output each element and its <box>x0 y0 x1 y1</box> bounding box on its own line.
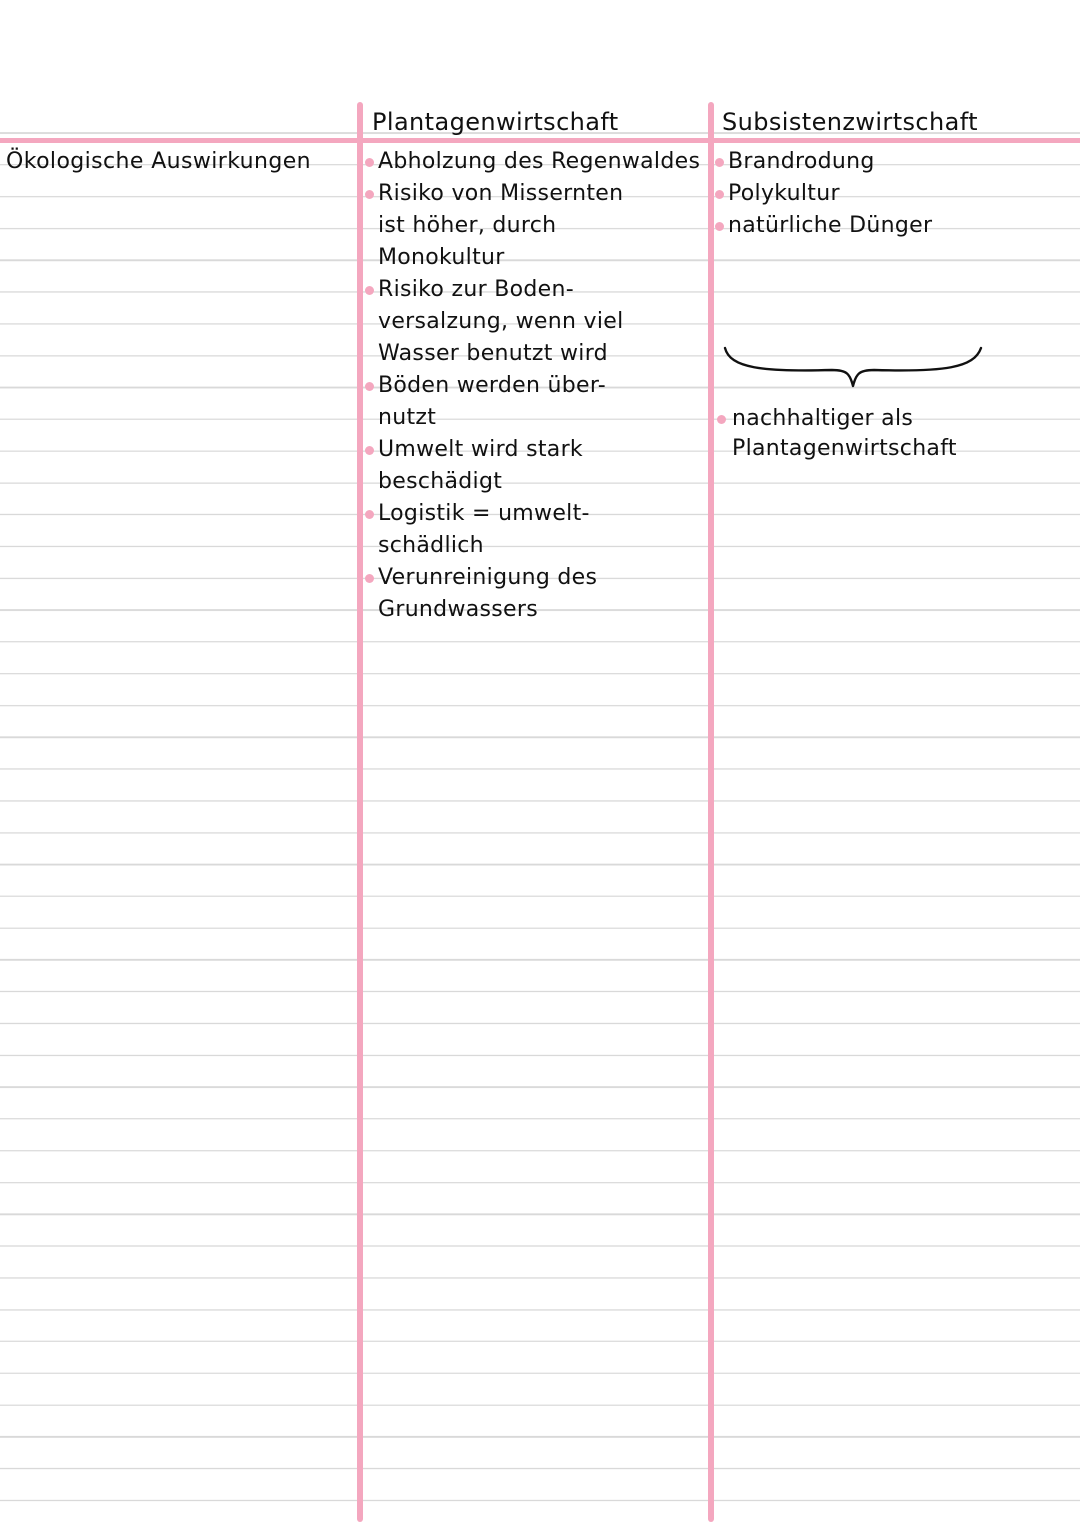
conclusion-item: nachhaltiger als Plantagenwirtschaft <box>714 404 1044 464</box>
table-header-divider <box>0 138 1080 143</box>
plantage-impact-list <box>364 146 704 626</box>
bullet-dot-icon <box>717 415 726 424</box>
page-top-margin <box>0 0 1080 102</box>
list-item: Risiko von Missernten ist höher, durch Monokultur <box>364 178 704 274</box>
column-header-plantagenwirtschaft: Plantagenwirtschaft <box>372 108 619 136</box>
list-item: Logistik = umwelt- schädlich <box>364 498 704 562</box>
bullet-dot-icon <box>365 382 374 391</box>
list-item: Risiko zur Boden- versalzung, wenn viel Wasser benutzt wird <box>364 274 704 370</box>
column-divider-left <box>357 102 363 1522</box>
list-item: Böden werden über- nutzt <box>364 370 704 434</box>
list-item: Umwelt wird stark beschädigt <box>364 434 704 498</box>
list-item: natürliche Dünger <box>714 210 1034 242</box>
bullet-dot-icon <box>715 222 724 231</box>
column-divider-right <box>708 102 714 1522</box>
bullet-dot-icon <box>715 190 724 199</box>
bullet-dot-icon <box>365 190 374 199</box>
bullet-dot-icon <box>365 510 374 519</box>
subsistenz-impact-list <box>714 146 1034 242</box>
subsistenz-conclusion <box>714 404 1044 464</box>
bullet-dot-icon <box>365 574 374 583</box>
curly-brace-icon <box>722 342 984 388</box>
list-item: Polykultur <box>714 178 1034 210</box>
list-item: Abholzung des Regenwaldes <box>364 146 704 178</box>
bullet-dot-icon <box>715 158 724 167</box>
column-header-subsistenzwirtschaft: Subsistenzwirtschaft <box>722 108 978 136</box>
list-item: Brandrodung <box>714 146 1034 178</box>
bullet-dot-icon <box>365 286 374 295</box>
bullet-dot-icon <box>365 158 374 167</box>
list-item: Verunreinigung des Grundwassers <box>364 562 704 626</box>
bullet-dot-icon <box>365 446 374 455</box>
row-label-oekologische-auswirkungen: Ökologische Auswirkungen <box>6 149 312 174</box>
